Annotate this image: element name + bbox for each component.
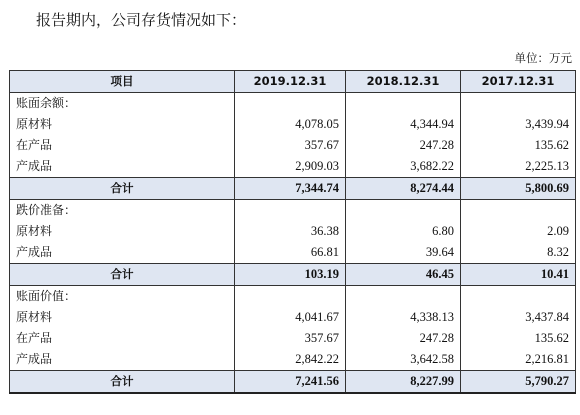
cell-value: 357.67 (235, 328, 346, 349)
cell-value: 3,642.58 (346, 349, 461, 371)
cell-value: 357.67 (235, 135, 346, 156)
cell-value: 36.38 (235, 221, 346, 242)
table-row (10, 156, 576, 178)
total-row (10, 264, 576, 286)
cell-value: 4,338.13 (346, 307, 461, 328)
cell-value: 4,041.67 (235, 307, 346, 328)
total-value: 5,790.27 (461, 371, 576, 394)
cell-value: 135.62 (461, 135, 576, 156)
cell-value: 3,439.94 (461, 114, 576, 135)
cell-value: 4,344.94 (346, 114, 461, 135)
row-label: 产成品 (10, 242, 235, 264)
row-label: 原材料 (10, 114, 235, 135)
cell-value: 247.28 (346, 328, 461, 349)
header-item: 项目 (10, 71, 235, 93)
cell-value: 2,225.13 (461, 156, 576, 178)
cell-value: 3,437.84 (461, 307, 576, 328)
cell-value: 135.62 (461, 328, 576, 349)
row-label: 产成品 (10, 156, 235, 178)
total-value: 5,800.69 (461, 178, 576, 200)
cell-value: 2.09 (461, 221, 576, 242)
total-value: 8,227.99 (346, 371, 461, 394)
header-2018: 2018.12.31 (346, 71, 461, 93)
row-label: 产成品 (10, 349, 235, 371)
total-value: 10.41 (461, 264, 576, 286)
table-row (10, 114, 576, 135)
row-label: 在产品 (10, 328, 235, 349)
row-label: 在产品 (10, 135, 235, 156)
total-label: 合计 (10, 264, 235, 286)
table-row (10, 135, 576, 156)
table-header-row (10, 71, 576, 93)
section-row-book-balance (10, 93, 576, 115)
cell-value: 2,909.03 (235, 156, 346, 178)
section-title: 账面余额： (10, 93, 235, 115)
row-label: 原材料 (10, 221, 235, 242)
cell-value: 4,078.05 (235, 114, 346, 135)
header-2019: 2019.12.31 (235, 71, 346, 93)
table-row (10, 307, 576, 328)
total-row (10, 371, 576, 394)
section-title: 账面价值： (10, 286, 235, 308)
section-row-impairment (10, 200, 576, 222)
cell-value: 6.80 (346, 221, 461, 242)
total-value: 7,344.74 (235, 178, 346, 200)
cell-value: 247.28 (346, 135, 461, 156)
total-label: 合计 (10, 371, 235, 394)
total-value: 8,274.44 (346, 178, 461, 200)
total-row (10, 178, 576, 200)
total-label: 合计 (10, 178, 235, 200)
table-row (10, 221, 576, 242)
table-row (10, 242, 576, 264)
cell-value: 2,842.22 (235, 349, 346, 371)
cell-value: 3,682.22 (346, 156, 461, 178)
section-title: 跌价准备： (10, 200, 235, 222)
intro-text: 报告期内，公司存货情况如下： (36, 11, 247, 29)
cell-value: 2,216.81 (461, 349, 576, 371)
total-value: 103.19 (235, 264, 346, 286)
cell-value: 39.64 (346, 242, 461, 264)
total-value: 7,241.56 (235, 371, 346, 394)
cell-value: 66.81 (235, 242, 346, 264)
section-row-book-value (10, 286, 576, 308)
total-value: 46.45 (346, 264, 461, 286)
unit-label: 单位：万元 (514, 51, 572, 65)
table-row (10, 328, 576, 349)
table-row (10, 349, 576, 371)
cell-value: 8.32 (461, 242, 576, 264)
inventory-table (9, 70, 576, 394)
header-2017: 2017.12.31 (461, 71, 576, 93)
row-label: 原材料 (10, 307, 235, 328)
